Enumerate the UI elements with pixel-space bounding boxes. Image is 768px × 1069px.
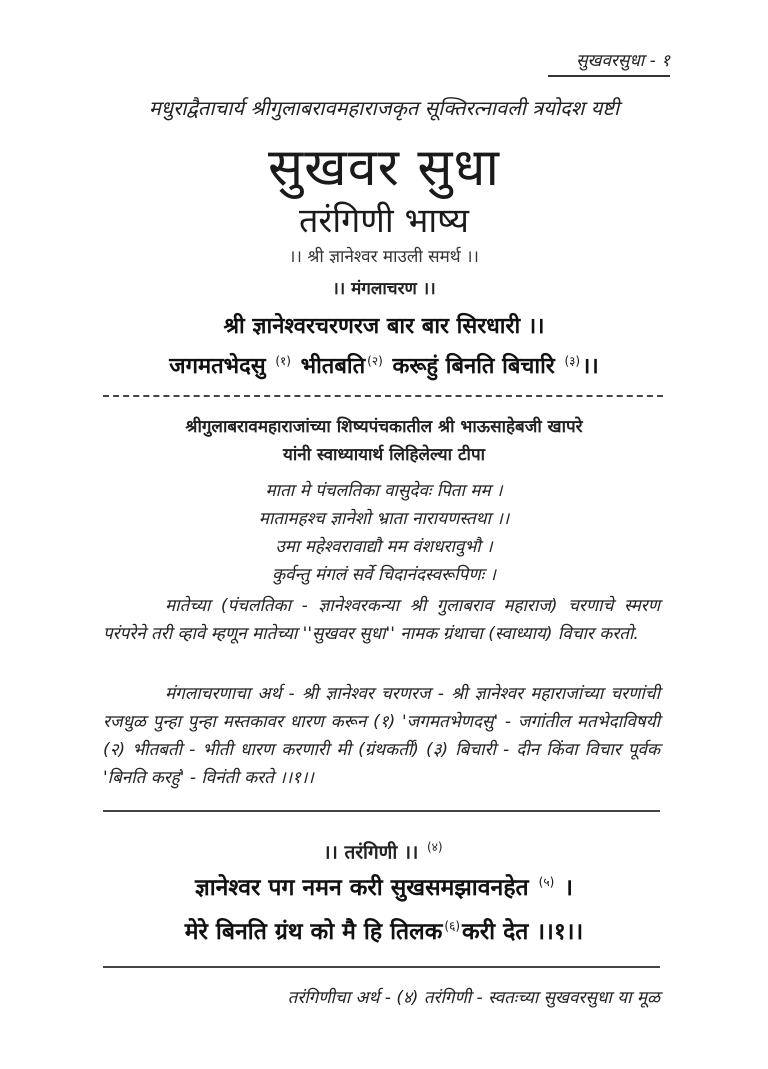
tarangini-verse-line-2 xyxy=(0,914,768,946)
paragraph-text: तरंगिणीचा अर्थ - (४) तरंगिणी - स्वतःच्या सुखवरसुधा या मूळ xyxy=(287,988,660,1008)
verse-text: भीतबति xyxy=(300,354,366,379)
shloka-line: उमा महेश्वरावाद्यौ मम वंशधरावुभौ । xyxy=(275,537,493,557)
footnote-marker: (२) xyxy=(367,353,383,368)
paragraph-text: मातेच्या (पंचलतिका - ज्ञानेश्वरकन्या श्री गुलाबराव महाराज) चरणाचे स्मरण परंपरेने तरी व्हावे म्हणून मातेच्या ''सुखवर सुधा'' नामक ग्रंथाचा (स्वाध्याय) विचार करतो. xyxy=(103,596,660,644)
book-title: सुखवर सुधा xyxy=(268,138,500,198)
commentary-intro-line-2: यांनी स्वाध्यायार्थ लिहिलेल्या टीपा xyxy=(282,445,486,465)
shloka-line: माता मे पंचलतिका वासुदेवः पिता मम । xyxy=(265,481,503,501)
footnote-marker: (५) xyxy=(538,875,555,890)
verse-text: करूहुं बिनति बिचारि xyxy=(392,354,555,379)
book-subtitle: तरंगिणी भाष्य xyxy=(299,201,469,241)
verse-text: मेरे बिनति ग्रंथ को मै हि तिलक xyxy=(184,919,443,945)
shloka-line: कुर्वन्तु मंगलं सर्वे चिदानंदस्वरूपिणः । xyxy=(272,565,496,585)
shloka-line: मातामहश्च ज्ञानेशो भ्राता नारायणस्तथा ।। xyxy=(258,509,510,529)
verse-text: ।। xyxy=(582,354,599,379)
invocation: ।। श्री ज्ञानेश्वर माउली समर्थ ।। xyxy=(289,247,479,267)
tarangini-heading xyxy=(0,838,768,864)
verse-text: जगमतभेदसु xyxy=(169,354,266,379)
verse-text: ज्ञानेश्वर पग नमन करी सुखसमझावनहेत xyxy=(194,875,529,901)
footnote-marker: (३) xyxy=(564,353,581,368)
footnote-marker: (६) xyxy=(444,919,461,934)
paragraph-1 xyxy=(103,592,660,648)
tarangini-verse-line-1 xyxy=(0,870,768,902)
verse-text: करी देत ।।१।। xyxy=(462,919,584,945)
running-header: सुखवरसुधा - १ xyxy=(548,48,670,77)
series-subtitle: मधुराद्वैताचार्य श्रीगुलाबरावमहाराजकृत सूक्तिरत्नावली त्रयोदश यष्टी xyxy=(148,96,620,120)
section-divider xyxy=(103,810,660,812)
commentary-intro-line-1: श्रीगुलाबरावमहाराजांच्या शिष्यपंचकातील श्री भाऊसाहेबजी खापरे xyxy=(185,417,583,437)
mangalacharan-heading: ।। मंगलाचरण ।। xyxy=(332,279,436,299)
dashed-divider xyxy=(103,395,663,397)
verse-line-1: श्री ज्ञानेश्वरचरणरज बार बार सिरधारी ।। xyxy=(223,314,545,339)
paragraph-3 xyxy=(103,984,660,1012)
paragraph-2 xyxy=(103,680,660,792)
tarangini-heading-text: ।। तरंगिणी ।। xyxy=(323,841,419,864)
footnote-marker: (१) xyxy=(275,353,291,368)
section-divider xyxy=(103,966,660,968)
footnote-marker: (४) xyxy=(426,840,443,854)
paragraph-text: मंगलाचरणाचा अर्थ - श्री ज्ञानेश्वर चरणरज - श्री ज्ञानेश्वर महाराजांच्या चरणांची रजधुळ पुन्हा पुन्हा मस्तकावर धारण करून (१) 'जगमतभेणदसु' - जगांतील मतभेदाविषयी (२) भीतबती - भीती धारण करणारी मी (ग्रंथकर्ती) (३) बिचारी - दीन किंवा विचार पूर्वक 'बिनति करहुं' - विनंती करते ।।१।। xyxy=(103,684,660,788)
verse-line-2 xyxy=(0,350,768,380)
verse-text: । xyxy=(564,875,574,901)
